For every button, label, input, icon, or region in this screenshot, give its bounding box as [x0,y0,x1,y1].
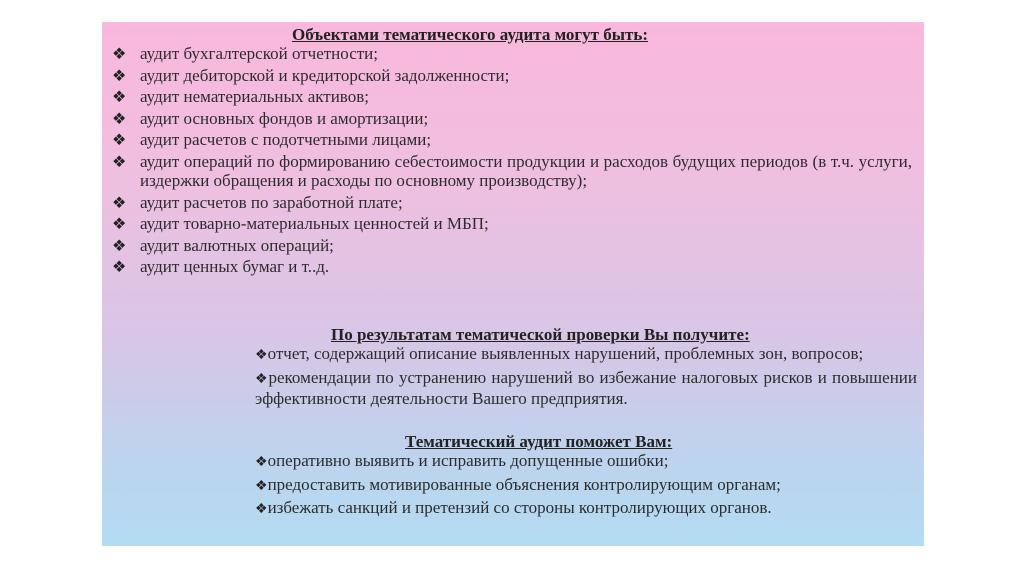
list-item: ❖ аудит нематериальных активов; [112,87,369,106]
list-item: ❖оперативно выявить и исправить допущенные ошибки; [255,451,669,470]
list-item: ❖ аудит операций по формированию себестоимости продукции и расходов будущих периодов (в т.ч. услуги, издержки обращения и расходы по основному производству); [112,151,912,190]
slide [102,22,924,546]
diamond-bullet-icon: ❖ [255,455,268,470]
results-heading: По результатам тематической проверки Вы получите: [331,325,750,344]
objects-heading: Объектами тематического аудита могут быть: [292,25,649,44]
diamond-bullet-icon: ❖ [112,110,127,128]
diamond-bullet-icon: ❖ [112,194,127,212]
list-item: ❖ аудит дебиторской и кредиторской задолженности; [112,65,510,85]
list-item: ❖рекомендации по устранению нарушений во избежание налоговых рисков и повышении эффективности деятельности Вашего предприятия. [255,367,917,408]
list-item: ❖отчет, содержащий описание выявленных нарушений, проблемных зон, вопросов; [255,344,864,363]
results-list [255,344,917,411]
objects-list [112,44,912,279]
help-list [255,451,917,522]
list-item: ❖ аудит товарно-материальных ценностей и МБП; [112,214,489,233]
list-item: ❖ аудит валютных операций; [112,235,334,255]
diamond-bullet-icon: ❖ [112,259,127,276]
help-heading: Тематический аудит поможет Вам: [405,432,673,451]
diamond-bullet-icon: ❖ [112,67,127,85]
diamond-bullet-icon: ❖ [112,132,127,149]
diamond-bullet-icon: ❖ [255,348,268,363]
diamond-bullet-icon: ❖ [255,502,268,517]
list-item: ❖ аудит ценных бумаг и т..д. [112,257,330,276]
list-item: ❖избежать санкций и претензий со стороны контролирующих органов. [255,498,772,517]
list-item: ❖ аудит основных фондов и амортизации; [112,108,429,128]
list-item: ❖предоставить мотивированные объяснения контролирующим органам; [255,474,781,494]
diamond-bullet-icon: ❖ [112,237,127,255]
diamond-bullet-icon: ❖ [112,89,127,106]
diamond-bullet-icon: ❖ [112,153,127,171]
list-item: ❖ аудит расчетов по заработной плате; [112,192,403,212]
diamond-bullet-icon: ❖ [112,46,127,63]
diamond-bullet-icon: ❖ [255,478,268,494]
list-item: ❖ аудит расчетов с подотчетными лицами; [112,130,432,149]
diamond-bullet-icon: ❖ [255,371,269,387]
list-item: ❖ аудит бухгалтерской отчетности; [112,44,378,63]
diamond-bullet-icon: ❖ [112,216,127,233]
